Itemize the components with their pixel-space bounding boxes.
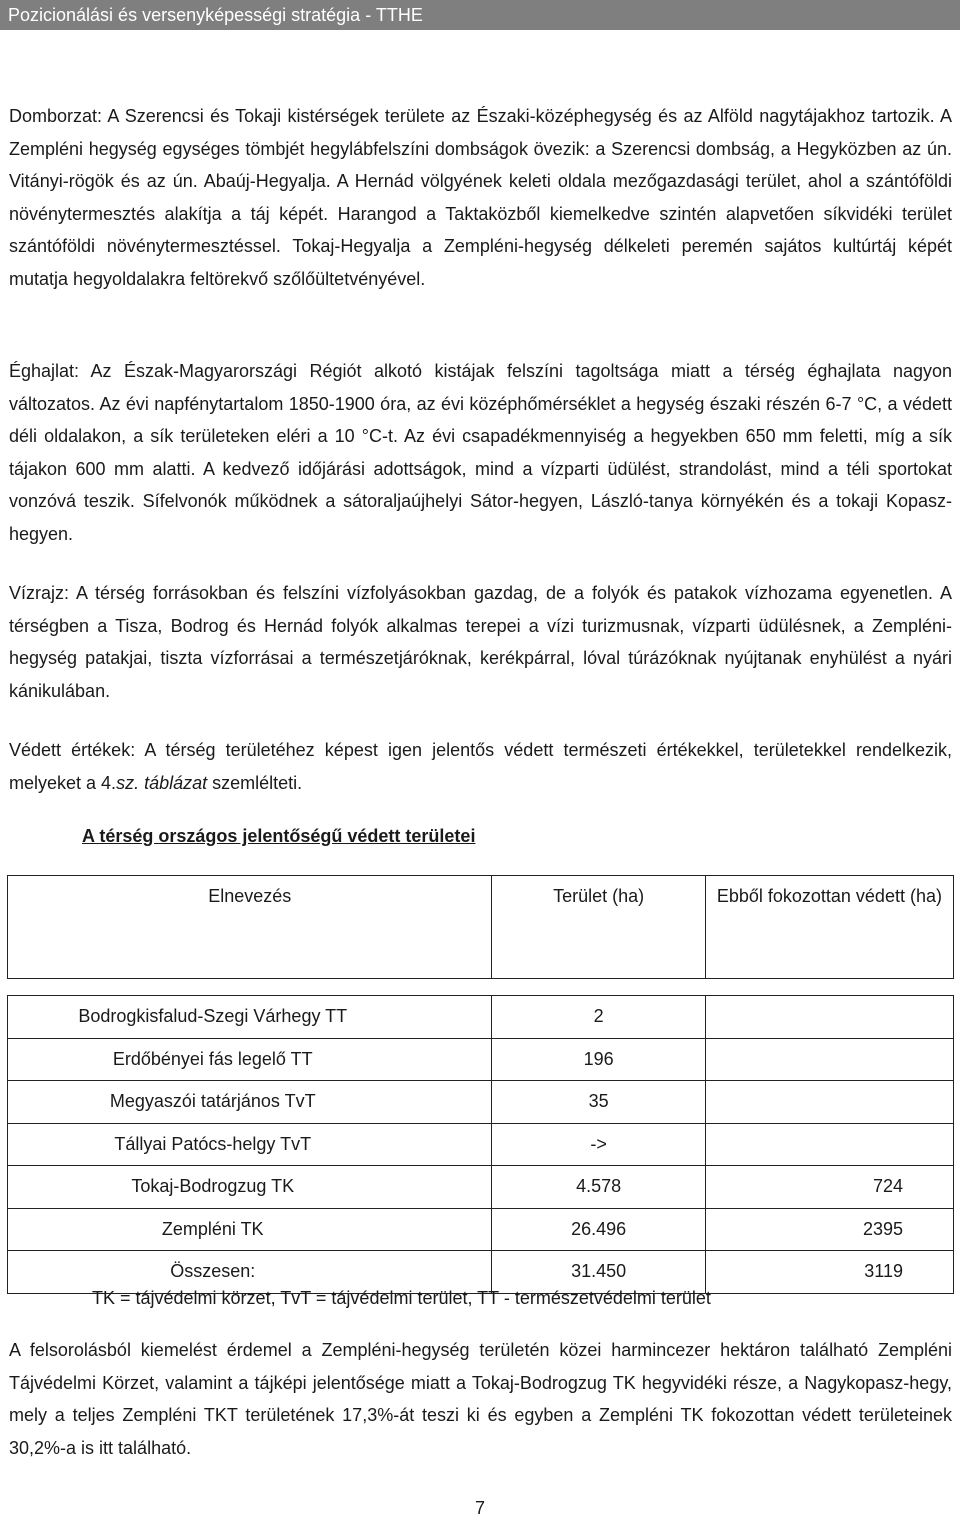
paragraph-vizrajz: Vízrajz: A térség forrásokban és felszíni vízfolyásokban gazdag, de a folyók és patakok vízhozama egyenetlen. A térségben a Tisza, Bodrog és Hernád folyók alkalmas terepei a vízi turizmusnak, vízparti üdülésnek, a Zempléni-hegység patakjai, tiszta vízforrásai a természetjáróknak, kerékpárral, lóval túrázóknak nyújtanak enyhülést a nyári kánikulában. — [9, 583, 952, 701]
header-cell-area: Terület (ha) — [492, 876, 705, 979]
cell-area: 35 — [492, 1081, 705, 1124]
cell-strict-area — [705, 1038, 953, 1081]
table-gap-row — [8, 979, 954, 996]
text-run-italic: táblázat — [144, 772, 208, 793]
table-title: A térség országos jelentőségű védett területei — [82, 826, 476, 846]
table-row — [8, 1208, 954, 1251]
paragraph-domborzat: Domborzat: A Szerencsi és Tokaji kistérségek területe az Északi-középhegység és az Alföld nagytájakhoz tartozik. A Zempléni hegység egységes tömbjét hegylábfelszíni dombságok övezik: a Szerencsi dombság, a Hegyközben az ún. Vitányi-rögök és az ún. Abaúj-Hegyalja. A Hernád völgyének keleti oldala mezőgazdasági terület, ahol a szántóföldi növénytermesztés alakítja a táj képét. Harangod a Taktaközből kiemelkedve szintén alapvetően síkvidéki terület szántóföldi növénytermesztéssel. Tokaj-Hegyalja a Zempléni-hegység délkeleti peremén sajátos kultúrtáj képét mutatja hegyoldalakra feltörekvő szőlőültetvényével. — [9, 106, 952, 289]
cell-name: Erdőbényei fás legelő TT — [8, 1038, 492, 1081]
cell-name: Zempléni TK — [8, 1208, 492, 1251]
cell-strict-area — [705, 1123, 953, 1166]
header-cell-name: Elnevezés — [8, 876, 492, 979]
text-run: szemlélteti. — [207, 772, 303, 793]
cell-name: Megyaszói tatárjános TvT — [8, 1081, 492, 1124]
table-row — [8, 996, 954, 1039]
table-row — [8, 1123, 954, 1166]
paragraph-felsorolas: A felsorolásból kiemelést érdemel a Zempléni-hegység területén közei harmincezer hektáron található Zempléni Tájvédelmi Körzet, valamint a tájképi jelentősége miatt a Tokaj-Bodrogzug TK hegyvidéki része, a Nagykopasz-hegy, mely a teljes Zempléni TKT területének 17,3%-át teszi ki és egyben a Zempléni TK fokozottan védett területeinek 30,2%-a is itt található. — [9, 1340, 952, 1458]
cell-name: Tállyai Patócs-helgy TvT — [8, 1123, 492, 1166]
header-cell-strict-area: Ebből fokozottan védett (ha) — [705, 876, 953, 979]
cell-strict-area: 724 — [705, 1166, 953, 1209]
cell-strict-area: 2395 — [705, 1208, 953, 1251]
cell-strict-area: 3119 — [705, 1251, 953, 1294]
cell-name: Bodrogkisfalud-Szegi Várhegy TT — [8, 996, 492, 1039]
cell-area: 2 — [492, 996, 705, 1039]
table-row — [8, 1081, 954, 1124]
text-run: Védett értékek: A térség területéhez képest igen jelentős védett természeti értékekkel, területekkel rendelkezik, melyeket a 4. — [9, 740, 952, 793]
document-header — [0, 0, 960, 30]
cell-strict-area — [705, 996, 953, 1039]
cell-name: Összesen: — [8, 1251, 492, 1294]
cell-name: Tokaj-Bodrogzug TK — [8, 1166, 492, 1209]
cell-area: 31.450 — [492, 1251, 705, 1294]
cell-area: 4.578 — [492, 1166, 705, 1209]
cell-area: -> — [492, 1123, 705, 1166]
table-legend: TK = tájvédelmi körzet, TvT = tájvédelmi terület, TT - természetvédelmi terület — [92, 1288, 711, 1308]
text-run-italic: sz. — [116, 772, 140, 793]
table-row — [8, 1038, 954, 1081]
paragraph-eghajlat: Éghajlat: Az Észak-Magyarországi Régiót alkotó kistájak felszíni tagoltsága miatt a térség éghajlata nagyon változatos. Az évi napfénytartalom 1850-1900 óra, az évi középhőmérséklet a hegység északi részén 6-7 °C, a védett déli oldalakon, a sík területeken eléri a 10 °C-t. Az évi csapadékmennyiség a hegyekben 650 mm feletti, míg a sík tájakon 600 mm alatti. A kedvező időjárási adottságok, mind a vízparti üdülést, strandolást, mind a téli sportokat vonzóvá teszik. Sífelvonók működnek a sátoraljaújhelyi Sátor-hegyen, László-tanya környékén és a tokaji Kopasz-hegyen. — [9, 361, 952, 544]
gap-cell — [8, 979, 492, 996]
cell-area: 26.496 — [492, 1208, 705, 1251]
cell-area: 196 — [492, 1038, 705, 1081]
cell-strict-area — [705, 1081, 953, 1124]
protected-areas-table — [7, 875, 954, 1294]
page-number: 7 — [474, 1498, 485, 1518]
gap-cell — [492, 979, 705, 996]
header-title: Pozicionálási és versenyképességi stratégia - TTHE — [8, 5, 423, 25]
gap-cell — [705, 979, 953, 996]
paragraph-vedett-ertekek — [9, 734, 952, 799]
table-header-row — [8, 876, 954, 979]
table-row — [8, 1166, 954, 1209]
